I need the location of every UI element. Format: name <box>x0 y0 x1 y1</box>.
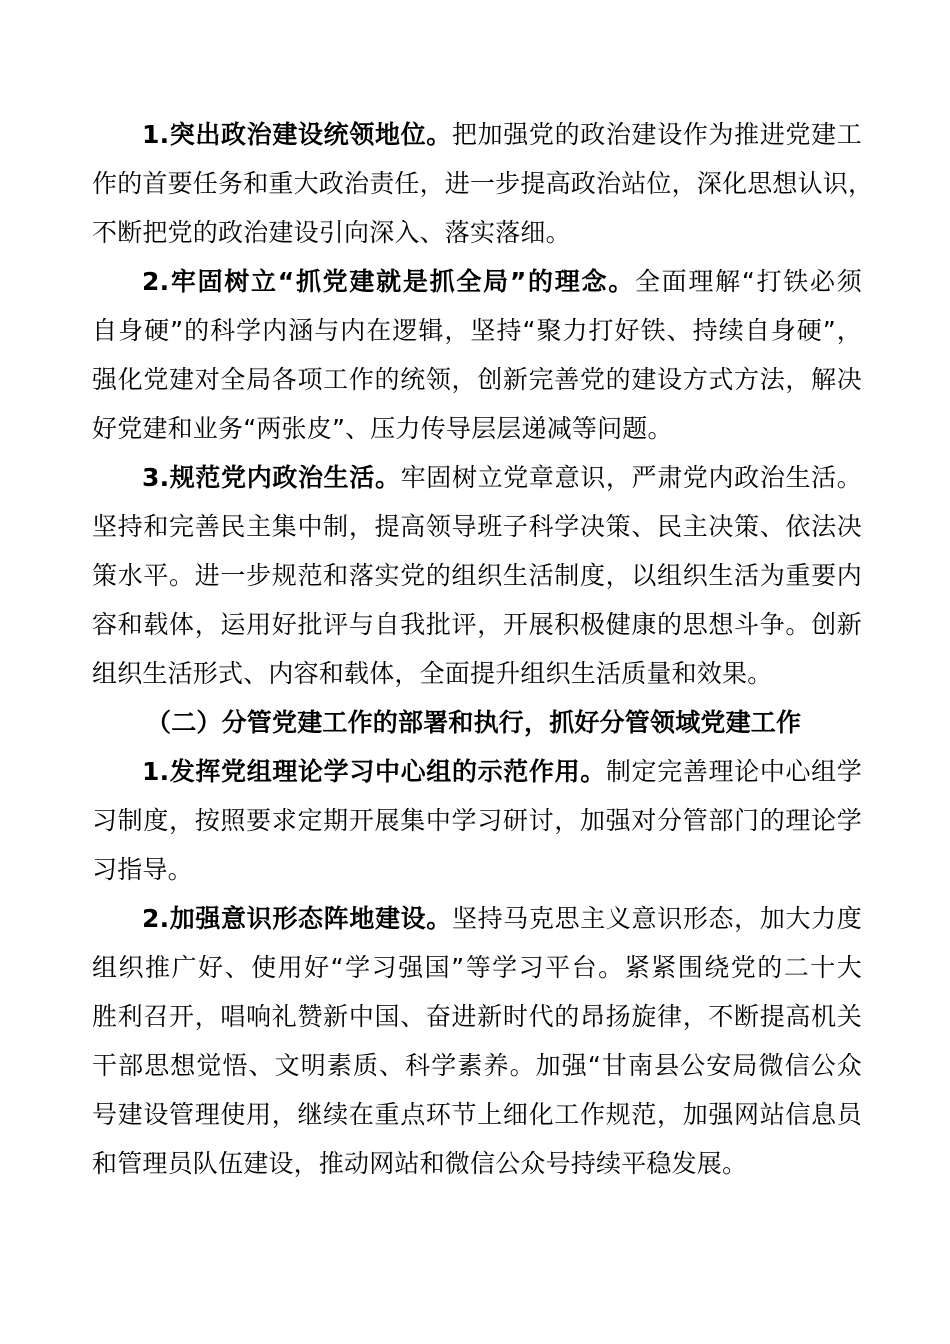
paragraph-3 <box>92 453 862 698</box>
paragraph-text: 习制度，按照要求定期开展集中学习研讨，加强对分管部门的理论学 <box>92 806 862 835</box>
paragraph-text: 胜利召开，唱响礼赞新中国、奋进新时代的昂扬旋律，不断提高机关 <box>92 1002 862 1031</box>
paragraph-text: 策水平。进一步规范和落实党的组织生活制度，以组织生活为重要内 <box>92 561 862 590</box>
paragraph-text: 组织推广好、使用好“学习强国”等学习平台。紧紧围绕党的二十大 <box>92 953 862 982</box>
paragraph-text: 全面理解“打铁必须 <box>634 267 862 296</box>
paragraph-lead: 2.牢固树立“抓党建就是抓全局”的理念。 <box>142 267 635 296</box>
paragraph-lead: 1.突出政治建设统领地位。 <box>142 120 452 149</box>
document-page <box>92 110 874 1188</box>
paragraph-lead: 2.加强意识形态阵地建设。 <box>142 904 452 933</box>
paragraph-text: 自身硬”的科学内涵与内在逻辑，坚持“聚力打好铁、持续自身硬”， <box>92 316 862 345</box>
paragraph-text: 容和载体，运用好批评与自我批评，开展积极健康的思想斗争。创新 <box>92 610 862 639</box>
paragraph-text: 号建设管理使用，继续在重点环节上细化工作规范，加强网站信息员 <box>92 1100 862 1129</box>
paragraph-text: 坚持马克思主义意识形态，加大力度 <box>451 904 863 933</box>
paragraph-text: 习指导。 <box>92 855 193 884</box>
paragraph-text: 好党建和业务“两张皮”、压力传导层层递减等问题。 <box>92 414 673 443</box>
paragraph-text: 坚持和完善民主集中制，提高领导班子科学决策、民主决策、依法决 <box>92 512 862 541</box>
paragraph-1 <box>92 110 874 257</box>
paragraph-text: 把加强党的政治建设作为推进党建工 <box>451 120 863 149</box>
paragraph-text: 作的首要任务和重大政治责任，进一步提高政治站位，深化思想认识， <box>92 169 874 198</box>
paragraph-lead: 3.规范党内政治生活。 <box>142 463 401 492</box>
paragraph-text: 制定完善理论中心组学 <box>605 757 862 786</box>
paragraph-text: 组织生活形式、内容和载体，全面提升组织生活质量和效果。 <box>92 659 773 688</box>
paragraph-lead: 1.发挥党组理论学习中心组的示范作用。 <box>142 757 606 786</box>
paragraph-text: 干部思想觉悟、文明素质、科学素养。加强“甘南县公安局微信公众 <box>92 1051 862 1080</box>
paragraph-text: 和管理员队伍建设，推动网站和微信公众号持续平稳发展。 <box>92 1149 748 1178</box>
section-heading: （二）分管党建工作的部署和执行，抓好分管领域党建工作 <box>146 708 802 737</box>
paragraph-text: 不断把党的政治建设引向深入、落实落细。 <box>92 218 571 247</box>
paragraph-text: 强化党建对全局各项工作的统领，创新完善党的建设方式方法，解决 <box>92 365 862 394</box>
paragraph-5 <box>92 894 862 1188</box>
paragraph-2 <box>92 257 862 453</box>
paragraph-4 <box>92 747 862 894</box>
paragraph-text: 牢固树立党章意识，严肃党内政治生活。 <box>400 463 863 492</box>
